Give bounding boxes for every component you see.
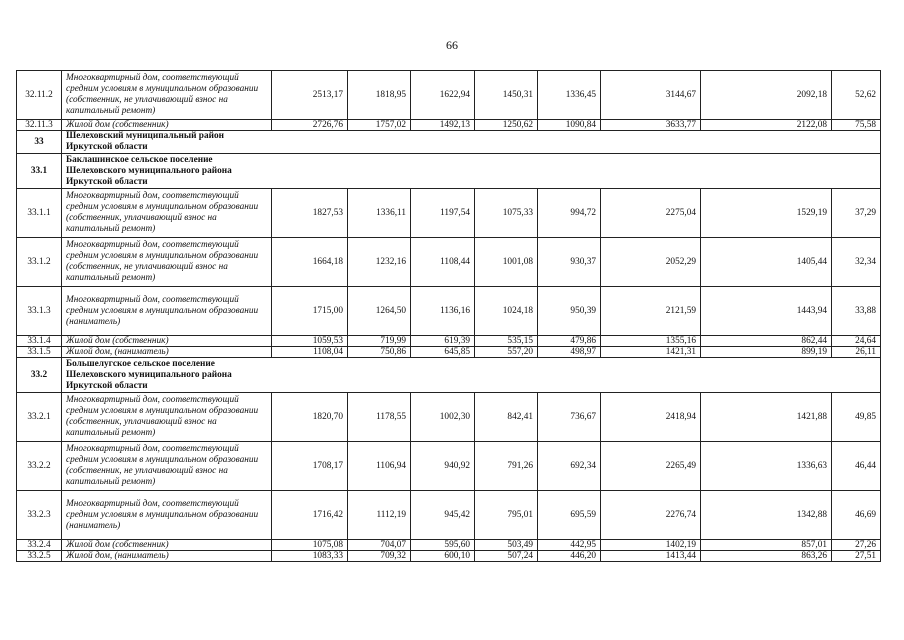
- table-row: [17, 287, 881, 336]
- value-cell: 1402,19: [601, 540, 701, 551]
- value-cell: 795,01: [475, 491, 538, 540]
- value-cell: 1757,02: [348, 120, 411, 131]
- value-cell: 27,51: [832, 551, 881, 562]
- table-row: [17, 347, 881, 358]
- value-cell: 37,29: [832, 189, 881, 238]
- table-row: [17, 336, 881, 347]
- value-cell: 1492,13: [411, 120, 475, 131]
- value-cell: 1622,94: [411, 71, 475, 120]
- row-description: Многоквартирный дом, соответствующий средним условиям в муниципальном образовании (собственник, не уплачивающий взнос на капитальный ремонт): [62, 442, 272, 491]
- value-cell: 1083,33: [272, 551, 348, 562]
- value-cell: 1529,19: [701, 189, 832, 238]
- row-code: 33.2: [17, 358, 62, 393]
- value-cell: 557,20: [475, 347, 538, 358]
- value-cell: 750,86: [348, 347, 411, 358]
- value-cell: 446,20: [538, 551, 601, 562]
- row-description: Многоквартирный дом, соответствующий средним условиям в муниципальном образовании (собственник, не уплачивающий взнос на капитальный ремонт): [62, 71, 272, 120]
- value-cell: 1106,94: [348, 442, 411, 491]
- value-cell: 2265,49: [601, 442, 701, 491]
- value-cell: 899,19: [701, 347, 832, 358]
- value-cell: 46,69: [832, 491, 881, 540]
- row-code: 33: [17, 131, 62, 154]
- row-code: 33.2.4: [17, 540, 62, 551]
- value-cell: 692,34: [538, 442, 601, 491]
- value-cell: 1827,53: [272, 189, 348, 238]
- row-code: 33.2.1: [17, 393, 62, 442]
- value-cell: 507,24: [475, 551, 538, 562]
- row-description: Жилой дом (собственник): [62, 120, 272, 131]
- value-cell: 1405,44: [701, 238, 832, 287]
- value-cell: 930,37: [538, 238, 601, 287]
- value-cell: 1264,50: [348, 287, 411, 336]
- value-cell: 32,34: [832, 238, 881, 287]
- value-cell: 1355,16: [601, 336, 701, 347]
- section-title: [62, 358, 881, 393]
- table-row: [17, 442, 881, 491]
- value-cell: 503,49: [475, 540, 538, 551]
- value-cell: 2726,76: [272, 120, 348, 131]
- page-number: 66: [446, 38, 458, 52]
- row-description: Многоквартирный дом, соответствующий средним условиям в муниципальном образовании (собственник, не уплачивающий взнос на капитальный ремонт): [62, 238, 272, 287]
- value-cell: 619,39: [411, 336, 475, 347]
- value-cell: 709,32: [348, 551, 411, 562]
- value-cell: 863,26: [701, 551, 832, 562]
- row-description: Жилой дом (собственник): [62, 540, 272, 551]
- row-description: Жилой дом, (наниматель): [62, 347, 272, 358]
- value-cell: 1413,44: [601, 551, 701, 562]
- value-cell: 600,10: [411, 551, 475, 562]
- value-cell: 49,85: [832, 393, 881, 442]
- row-code: 33.2.3: [17, 491, 62, 540]
- value-cell: 791,26: [475, 442, 538, 491]
- table-row: [17, 540, 881, 551]
- table-row: [17, 393, 881, 442]
- value-cell: 1108,44: [411, 238, 475, 287]
- value-cell: 3144,67: [601, 71, 701, 120]
- value-cell: 857,01: [701, 540, 832, 551]
- value-cell: 1715,00: [272, 287, 348, 336]
- value-cell: 1250,62: [475, 120, 538, 131]
- section-header-row: [17, 358, 881, 393]
- value-cell: 595,60: [411, 540, 475, 551]
- table-row: [17, 551, 881, 562]
- section-title-text: Баклашинское сельское поселение Шелеховского муниципального района Иркутской области: [66, 154, 232, 187]
- value-cell: 945,42: [411, 491, 475, 540]
- value-cell: 535,15: [475, 336, 538, 347]
- row-description: Многоквартирный дом, соответствующий средним условиям в муниципальном образовании (собственник, уплачивающий взнос на капитальный ремонт): [62, 393, 272, 442]
- value-cell: 1178,55: [348, 393, 411, 442]
- value-cell: 1112,19: [348, 491, 411, 540]
- row-description: Многоквартирный дом, соответствующий средним условиям в муниципальном образовании (собственник, уплачивающий взнос на капитальный ремонт): [62, 189, 272, 238]
- value-cell: 1232,16: [348, 238, 411, 287]
- value-cell: 1342,88: [701, 491, 832, 540]
- value-cell: 75,58: [832, 120, 881, 131]
- value-cell: 27,26: [832, 540, 881, 551]
- row-description: Жилой дом, (наниматель): [62, 551, 272, 562]
- value-cell: 1708,17: [272, 442, 348, 491]
- value-cell: 24,64: [832, 336, 881, 347]
- value-cell: 1108,04: [272, 347, 348, 358]
- table-row: [17, 189, 881, 238]
- table-row: [17, 71, 881, 120]
- table-row: [17, 491, 881, 540]
- value-cell: 704,07: [348, 540, 411, 551]
- value-cell: 1820,70: [272, 393, 348, 442]
- value-cell: 695,59: [538, 491, 601, 540]
- value-cell: 2092,18: [701, 71, 832, 120]
- value-cell: 2052,29: [601, 238, 701, 287]
- row-code: 33.1.5: [17, 347, 62, 358]
- value-cell: 940,92: [411, 442, 475, 491]
- row-code: 33.1.3: [17, 287, 62, 336]
- value-cell: 1716,42: [272, 491, 348, 540]
- value-cell: 479,86: [538, 336, 601, 347]
- value-cell: 33,88: [832, 287, 881, 336]
- value-cell: 2121,59: [601, 287, 701, 336]
- value-cell: 2513,17: [272, 71, 348, 120]
- value-cell: 1336,45: [538, 71, 601, 120]
- row-code: 33.1.1: [17, 189, 62, 238]
- row-code: 32.11.3: [17, 120, 62, 131]
- value-cell: 994,72: [538, 189, 601, 238]
- value-cell: 1443,94: [701, 287, 832, 336]
- section-header-row: [17, 131, 881, 154]
- value-cell: 46,44: [832, 442, 881, 491]
- value-cell: 862,44: [701, 336, 832, 347]
- row-description: Многоквартирный дом, соответствующий средним условиям в муниципальном образовании (наниматель): [62, 287, 272, 336]
- value-cell: 1001,08: [475, 238, 538, 287]
- row-code: 33.2.2: [17, 442, 62, 491]
- section-title: [62, 131, 881, 154]
- value-cell: 2276,74: [601, 491, 701, 540]
- value-cell: 1002,30: [411, 393, 475, 442]
- value-cell: 3633,77: [601, 120, 701, 131]
- value-cell: 1421,31: [601, 347, 701, 358]
- table-row: [17, 238, 881, 287]
- value-cell: 2275,04: [601, 189, 701, 238]
- value-cell: 2418,94: [601, 393, 701, 442]
- row-code: 33.1.4: [17, 336, 62, 347]
- tariff-table: [16, 70, 881, 562]
- row-description: Жилой дом (собственник): [62, 336, 272, 347]
- value-cell: 1818,95: [348, 71, 411, 120]
- value-cell: 1024,18: [475, 287, 538, 336]
- value-cell: 842,41: [475, 393, 538, 442]
- row-code: 32.11.2: [17, 71, 62, 120]
- value-cell: 1075,08: [272, 540, 348, 551]
- value-cell: 498,97: [538, 347, 601, 358]
- value-cell: 719,99: [348, 336, 411, 347]
- value-cell: 736,67: [538, 393, 601, 442]
- value-cell: 1336,63: [701, 442, 832, 491]
- value-cell: 442,95: [538, 540, 601, 551]
- value-cell: 2122,08: [701, 120, 832, 131]
- value-cell: 1421,88: [701, 393, 832, 442]
- section-title-text: Шелеховский муниципальный район Иркутской области: [66, 131, 224, 152]
- value-cell: 1664,18: [272, 238, 348, 287]
- value-cell: 645,85: [411, 347, 475, 358]
- value-cell: 1075,33: [475, 189, 538, 238]
- table-row: [17, 120, 881, 131]
- row-code: 33.1.2: [17, 238, 62, 287]
- value-cell: 1090,84: [538, 120, 601, 131]
- section-title-text: Большелугское сельское поселение Шелеховского муниципального района Иркутской области: [66, 358, 232, 391]
- value-cell: 52,62: [832, 71, 881, 120]
- value-cell: 26,11: [832, 347, 881, 358]
- section-title: [62, 154, 881, 189]
- value-cell: 1450,31: [475, 71, 538, 120]
- row-code: 33.1: [17, 154, 62, 189]
- row-description: Многоквартирный дом, соответствующий средним условиям в муниципальном образовании (наниматель): [62, 491, 272, 540]
- value-cell: 1136,16: [411, 287, 475, 336]
- section-header-row: [17, 154, 881, 189]
- row-code: 33.2.5: [17, 551, 62, 562]
- value-cell: 950,39: [538, 287, 601, 336]
- value-cell: 1059,53: [272, 336, 348, 347]
- value-cell: 1197,54: [411, 189, 475, 238]
- value-cell: 1336,11: [348, 189, 411, 238]
